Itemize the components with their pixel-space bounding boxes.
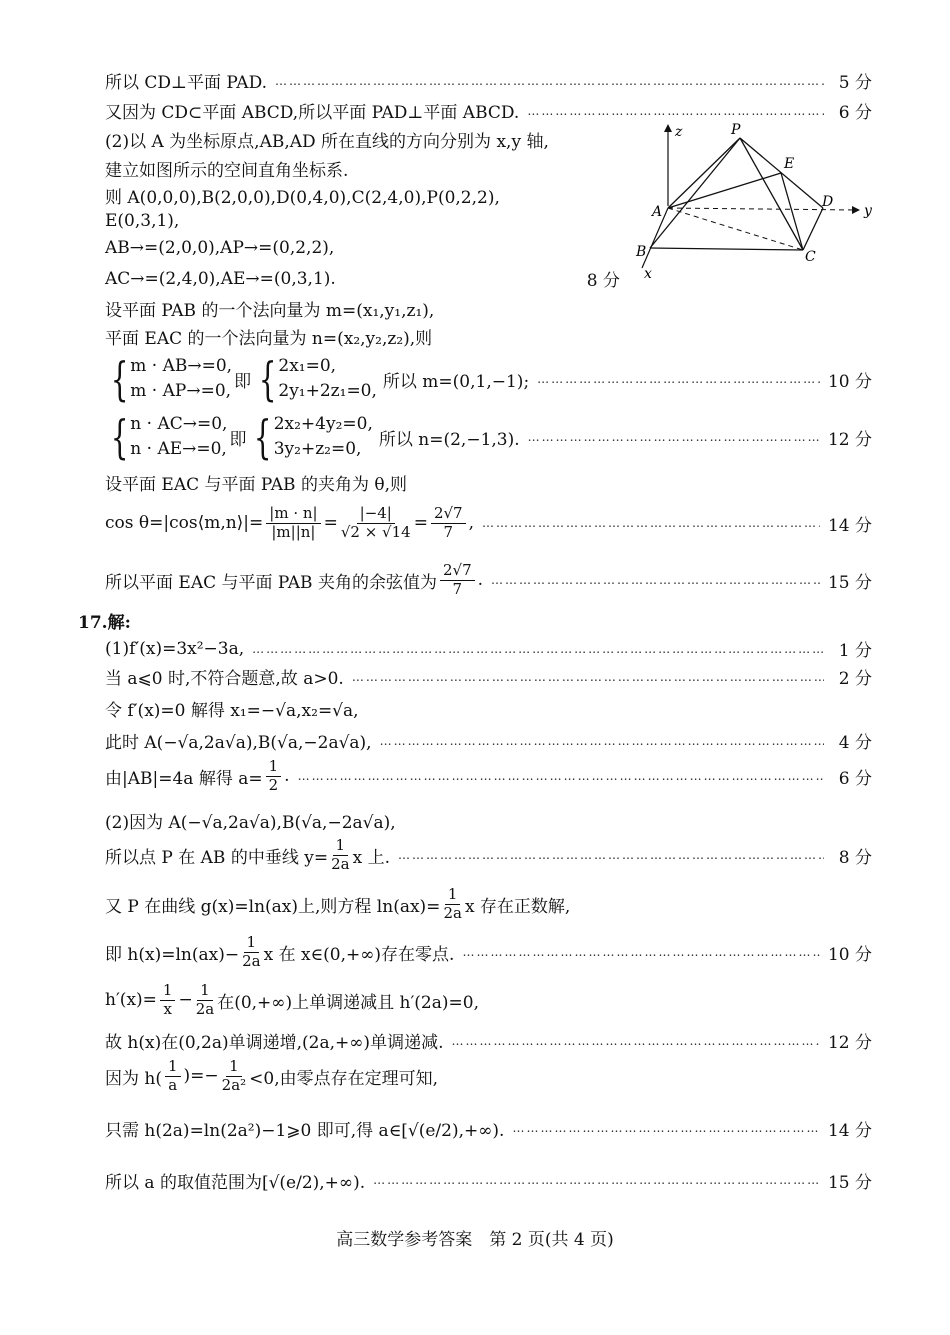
page-footer: 高三数学参考答案 第 2 页(共 4 页): [336, 1230, 614, 1250]
text-line: AB→=(2,0,0),AP→=(0,2,2),: [105, 238, 335, 258]
label-y: y: [864, 203, 872, 219]
text-line: 因为 h( 1 a )=− $\frac{1}{\text{2a²}}$ <0,由零点存在定理可知,: [105, 1057, 439, 1094]
label-D: D: [822, 194, 834, 210]
score: 10 分: [827, 944, 872, 965]
text-line: 由|AB|=4a 解得 a= $\frac{1}{2}$ . …………………………………………………………………………………………………………………………………………………………………………………………………………………… 6 分: [105, 756, 872, 796]
score: 15 分: [827, 1172, 872, 1193]
label-z: z: [675, 124, 683, 140]
text-line: 建立如图所示的空间直角坐标系.: [105, 161, 349, 181]
score: 8 分: [586, 271, 620, 291]
text-line: AC→=(2,4,0),AE→=(0,3,1). 8 分: [105, 266, 620, 291]
text-line: (2)因为 A(−√a,2a√a),B(√a,−2a√a),: [105, 813, 396, 833]
score: 12 分: [827, 429, 872, 450]
label-A: A: [652, 204, 663, 220]
text-line: (1)f′(x)=3x²−3a, …………………………………………………………………………………………………………………………………………………………………………………………………………………… 1 分: [105, 636, 872, 661]
text-line: 所以点 P 在 AB 的中垂线 y= $\frac{1}{2a}$ x 上. …………………………………………………………………………………………………………………………………………………………………………………………………………………… 8 分: [105, 835, 872, 875]
text-line: 设平面 PAB 的一个法向量为 m=(x₁,y₁,z₁),: [105, 301, 435, 321]
score: 15 分: [827, 572, 872, 593]
text-line: 设平面 EAC 与平面 PAB 的夹角为 θ,则: [105, 475, 407, 495]
score: 8 分: [838, 847, 872, 868]
score: 6 分: [838, 103, 872, 123]
score: 4 分: [838, 733, 872, 753]
score: 6 分: [838, 768, 872, 789]
label-P: P: [731, 122, 741, 138]
text-line: (2)以 A 为坐标原点,AB,AD 所在直线的方向分别为 x,y 轴,: [105, 132, 549, 152]
cos-formula: cos θ=|cos⟨m,n⟩|= $\frac{|m \cdot n|}{|m||n|}$ = |−4| √2 × √14 = 2√7 7 , …………………………………………………………………………………………………………………………………………………………………………………………………………………… 14 分: [105, 500, 872, 546]
score: 5 分: [838, 73, 872, 93]
label-E: E: [784, 156, 795, 172]
label-C: C: [805, 249, 816, 265]
text-line: 故 h(x)在(0,2a)单调递增,(2a,+∞)单调递减. …………………………………………………………………………………………………………………………………………………………………………………………………………………… 12 分: [105, 1028, 872, 1053]
text-line: E(0,3,1),: [105, 211, 180, 231]
question-heading: 17.解:: [78, 613, 131, 633]
text-line: 又因为 CD⊂平面 ABCD,所以平面 PAD⊥平面 ABCD. …………………………………………………………………………………………………………………………………………………………………………………………………………………… 6 分: [105, 98, 872, 123]
text-line: 所以 CD⊥平面 PAD. …………………………………………………………………………………………………………………………………………………………………………………………………………………… 5 分: [105, 68, 872, 93]
text-line: 令 f′(x)=0 解得 x₁=−√a,x₂=√a,: [105, 701, 359, 721]
text-line: 即 h(x)=ln(ax)− $\frac{1}{2a}$ x 在 x∈(0,+∞)存在零点. …………………………………………………………………………………………………………………………………………………………………………………………………………………… 10 分: [105, 932, 872, 972]
equation-system: { n · AC→=0, n · AE→=0, 即 { 2x₂+4y₂=0, 3y₂+z₂=0, 所以 n=(2,−1,3). …………………………………………………………………………………………………………………………………………………………………………………………………………………… 12 分: [105, 414, 872, 460]
text-line: 则 A(0,0,0),B(2,0,0),D(0,4,0),C(2,4,0),P(0,2,2),: [105, 188, 500, 208]
score: 1 分: [838, 641, 872, 661]
score: 14 分: [827, 515, 872, 536]
text-line: 只需 h(2a)=ln(2a²)−1⩾0 即可,得 a∈[√(e/2),+∞). …………………………………………………………………………………………………………………………………………………………………………………………………………………… 14 分: [105, 1110, 872, 1146]
text-line: 所以平面 EAC 与平面 PAB 夹角的余弦值为 2√7 7 . …………………………………………………………………………………………………………………………………………………………………………………………………………………… 15 分: [105, 560, 872, 600]
text-line: h′(x)= $\frac{1}{x}$ − $\frac{1}{2a}$ 在(0,+∞)上单调递减且 h′(2a)=0,: [105, 981, 479, 1018]
text-line: 平面 EAC 的一个法向量为 n=(x₂,y₂,z₂),则: [105, 329, 433, 349]
text-line: 此时 A(−√a,2a√a),B(√a,−2a√a), …………………………………………………………………………………………………………………………………………………………………………………………………………………… 4 分: [105, 728, 872, 753]
label-B: B: [636, 244, 647, 260]
text-line: 所以 a 的取值范围为[√(e/2),+∞). …………………………………………………………………………………………………………………………………………………………………………………………………………………… 15 分: [105, 1162, 872, 1198]
text-line: 当 a⩽0 时,不符合题意,故 a>0. …………………………………………………………………………………………………………………………………………………………………………………………………………………… 2 分: [105, 664, 872, 689]
text-line: 又 P 在曲线 g(x)=ln(ax)上,则方程 ln(ax)= $\frac{1}{2a}$ x 存在正数解,: [105, 885, 571, 922]
score: 14 分: [827, 1120, 872, 1141]
score: 2 分: [838, 669, 872, 689]
score: 10 分: [827, 371, 872, 392]
label-x: x: [644, 266, 652, 282]
pyramid-figure: [628, 118, 878, 283]
score: 12 分: [827, 1033, 872, 1053]
equation-system: { m · AB→=0, m · AP→=0, 即 { 2x₁=0, 2y₁+2z₁=0, 所以 m=(0,1,−1); …………………………………………………………………………………………………………………………………………………………………………………………………………………… 10 分: [105, 356, 872, 402]
